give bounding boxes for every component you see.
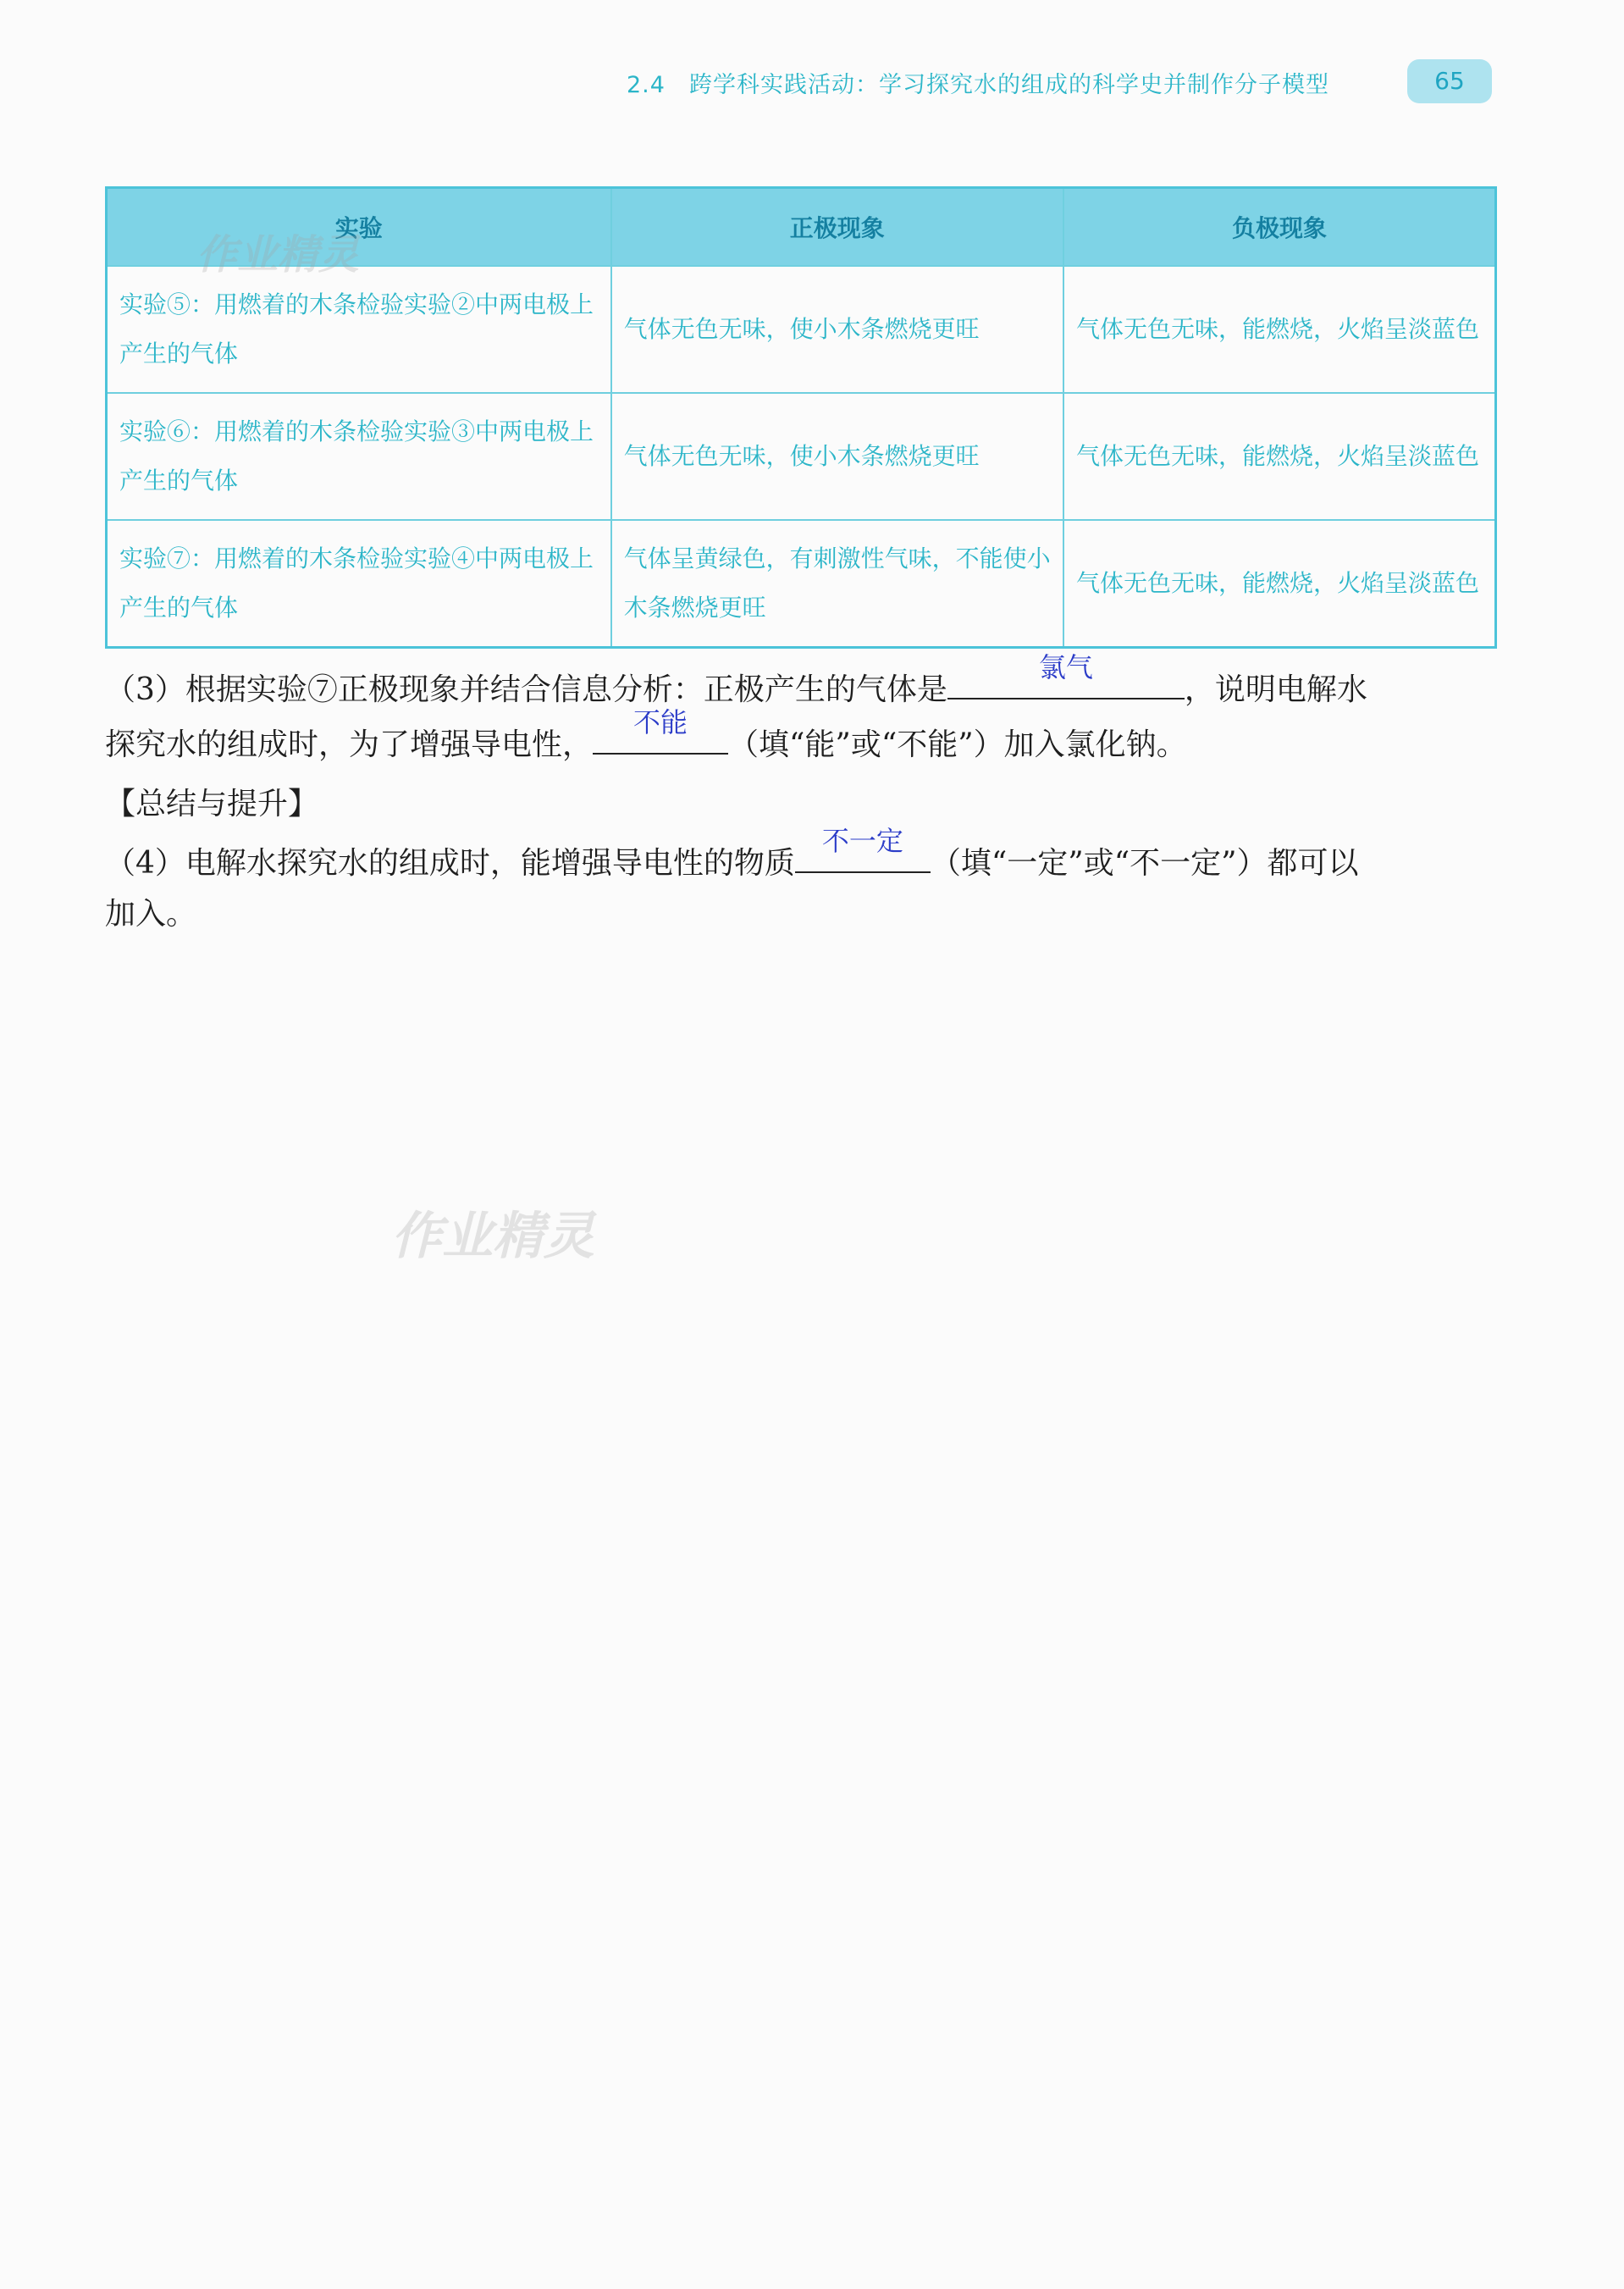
positive-cell: 气体无色无味，使小木条燃烧更旺 [611, 266, 1063, 393]
q3-text-3: 探究水的组成时，为了增强导电性， [105, 727, 594, 762]
q3-text-4: （填“能”或“不能”）加入氯化钠。 [728, 727, 1187, 762]
watermark: 作业精灵 [391, 1207, 594, 1266]
q4-answer-blank [795, 825, 931, 873]
handwritten-answer: 不一定 [821, 825, 903, 857]
q4-text-2: （填“一定”或“不一定”）都可以 [930, 846, 1359, 881]
summary-heading: 【总结与提升】 [105, 787, 319, 821]
positive-cell: 气体无色无味，使小木条燃烧更旺 [611, 393, 1063, 520]
q3-answer-blank-2 [593, 706, 728, 755]
section-title: 跨学科实践活动：学习探究水的组成的科学史并制作分子模型 [688, 72, 1329, 98]
negative-cell: 气体无色无味，能燃烧，火焰呈淡蓝色 [1063, 393, 1495, 520]
section-number: 2.4 [627, 72, 666, 98]
page-header [627, 66, 1329, 99]
experiment-cell: 实验⑥：用燃着的木条检验实验③中两电极上产生的气体 [107, 393, 611, 520]
positive-cell: 气体呈黄绿色，有刺激性气味，不能使小木条燃烧更旺 [611, 520, 1063, 648]
header-negative: 负极现象 [1063, 188, 1495, 267]
header-experiment: 实验 [107, 188, 611, 267]
page-number: 65 [1407, 59, 1492, 103]
header-positive: 正极现象 [611, 188, 1063, 267]
q3-text-2: ，说明电解水 [1184, 672, 1367, 707]
handwritten-answer: 不能 [633, 706, 688, 738]
experiment-cell: 实验⑦：用燃着的木条检验实验④中两电极上产生的气体 [107, 520, 611, 648]
question-3 [105, 651, 1367, 771]
table-row [107, 266, 1496, 393]
handwritten-answer: 氯气 [1038, 651, 1093, 683]
q3-answer-blank-1 [947, 651, 1185, 699]
q4-text-3: 加入。 [105, 897, 197, 932]
negative-cell: 气体无色无味，能燃烧，火焰呈淡蓝色 [1063, 266, 1495, 393]
negative-cell: 气体无色无味，能燃烧，火焰呈淡蓝色 [1063, 520, 1495, 648]
table-row [107, 520, 1496, 648]
experiment-cell: 实验⑤：用燃着的木条检验实验②中两电极上产生的气体 [107, 266, 611, 393]
q4-text-1: （4）电解水探究水的组成时，能增强导电性的物质 [105, 846, 795, 881]
watermark: 作业精灵 [196, 231, 360, 279]
question-4 [105, 825, 1359, 940]
q3-text-1: （3）根据实验⑦正极现象并结合信息分析：正极产生的气体是 [105, 672, 947, 707]
table-row [107, 393, 1496, 520]
